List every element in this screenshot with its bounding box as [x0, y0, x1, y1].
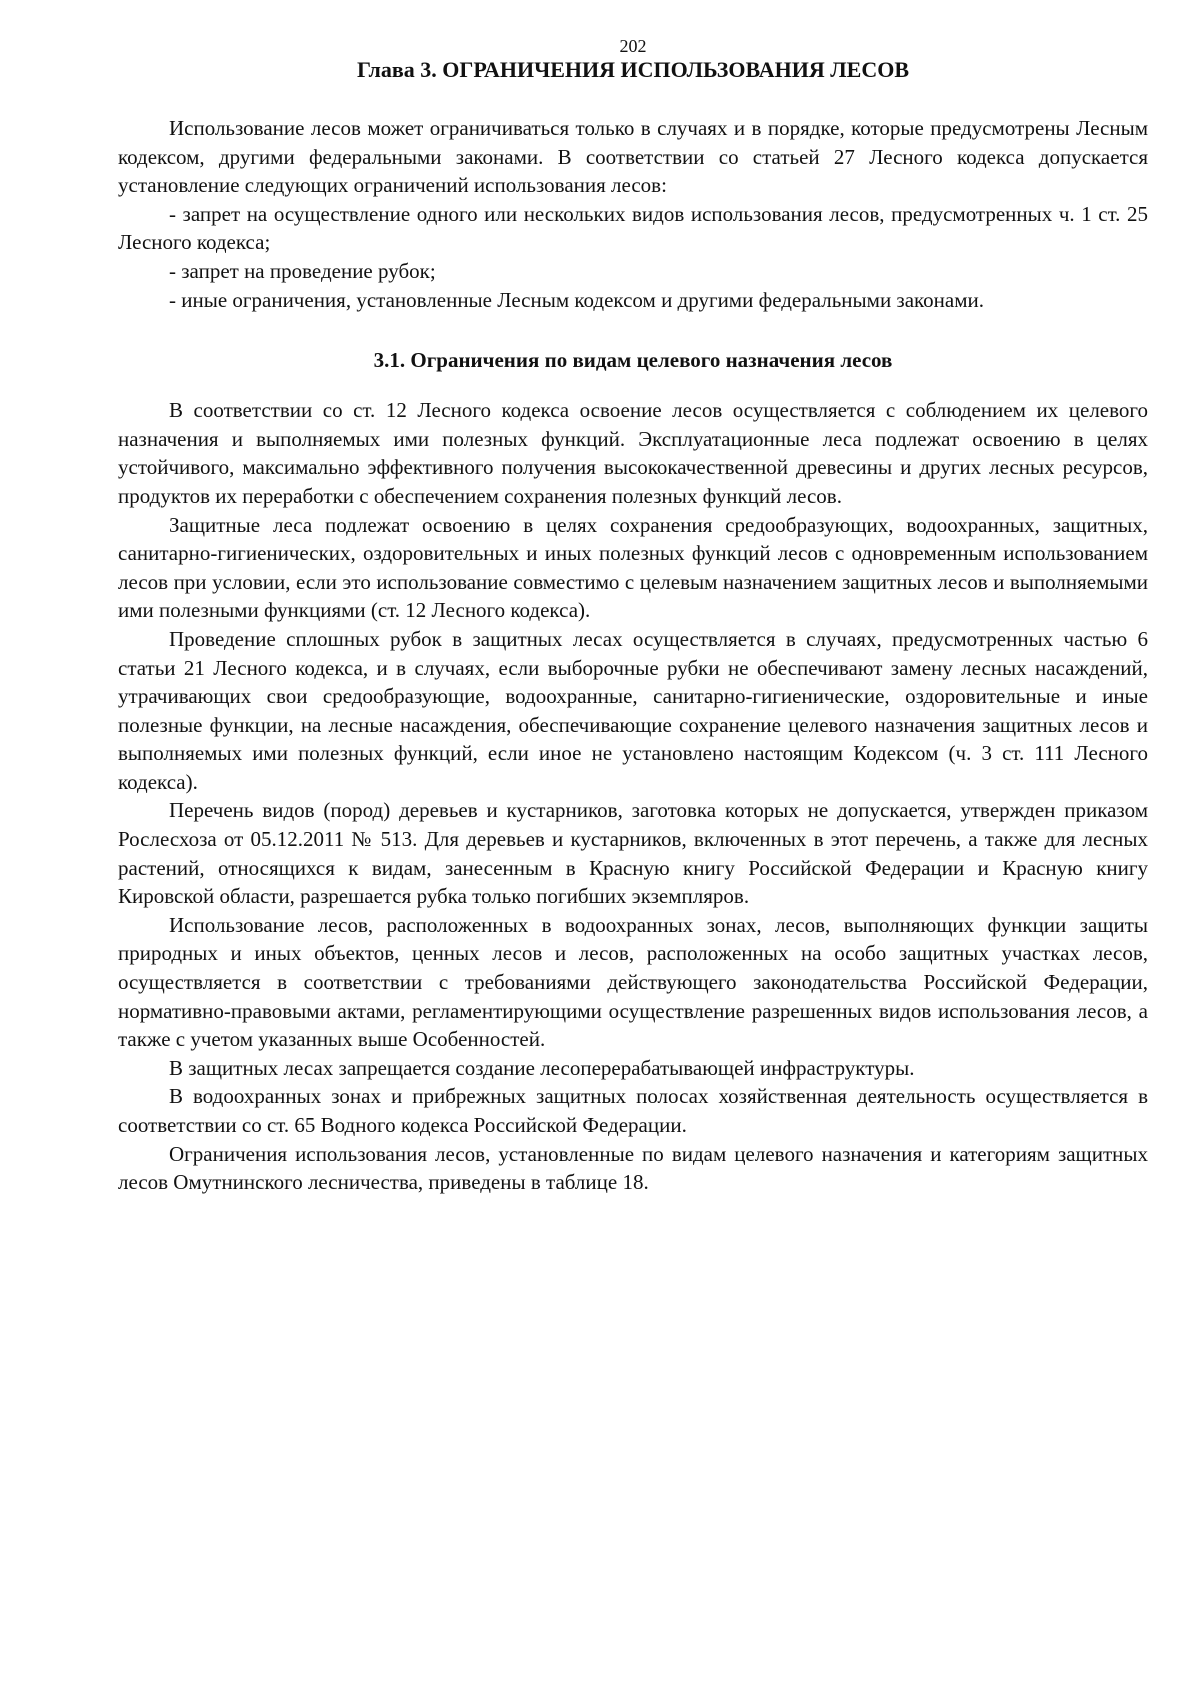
restriction-list-item: - запрет на проведение рубок;: [169, 258, 436, 283]
section-title: 3.1. Ограничения по видам целевого назначения лесов: [373, 348, 893, 373]
body-paragraph: Ограничения использования лесов, установленные по видам целевого назначения и категориям защитных лесов Омутнинского лесничества, приведены в таблице 18.: [118, 1141, 1148, 1195]
body-paragraph: Защитные леса подлежат освоению в целях сохранения средообразующих, водоохранных, защитных, санитарно-гигиенических, оздоровительных и иных полезных функций лесов с одновременным использованием лесов при условии, если это использование совместимо с целевым назначением защитных лесов и выполняемыми ими полезными функциями (ст. 12 Лесного кодекса).: [118, 512, 1148, 623]
body-paragraph: Использование лесов, расположенных в водоохранных зонах, лесов, выполняющих функции защиты природных и иных объектов, ценных лесов и лесов, расположенных на особо защитных участках лесов, осуществляется в соответствии с требованиями действующего законодательства Российской Федерации, нормативно-правовыми актами, регламентирующими осуществление разрешенных видов использования лесов, а также с учетом указанных выше Особенностей.: [118, 912, 1148, 1052]
chapter-title: Глава 3. ОГРАНИЧЕНИЯ ИСПОЛЬЗОВАНИЯ ЛЕСОВ: [357, 57, 909, 82]
body-paragraph: В защитных лесах запрещается создание лесоперерабатывающей инфраструктуры.: [169, 1055, 915, 1080]
body-paragraph: Перечень видов (пород) деревьев и кустарников, заготовка которых не допускается, утвержден приказом Рослесхоза от 05.12.2011 № 513. Для деревьев и кустарников, включенных в этот перечень, а также для лесных растений, относящихся к видам, занесенным в Красную книгу Российской Федерации и Красную книгу Кировской области, разрешается рубка только погибших экземпляров.: [118, 798, 1148, 909]
intro-block: [118, 114, 1148, 314]
restriction-list-item: - иные ограничения, установленные Лесным кодексом и другими федеральными законами.: [169, 287, 985, 312]
body-paragraph: В соответствии со ст. 12 Лесного кодекса освоение лесов осуществляется с соблюдением их целевого назначения и выполняемых ими полезных функций. Эксплуатационные леса подлежат освоению в целях устойчивого, максимально эффективного получения высококачественной древесины и других лесных ресурсов, продуктов их переработки с обеспечением сохранения полезных функций лесов.: [118, 398, 1148, 508]
section-body: [118, 396, 1148, 1197]
page-number: 202: [619, 36, 647, 56]
intro-paragraph: Использование лесов может ограничиваться только в случаях и в порядке, которые предусмотрены Лесным кодексом, другими федеральными законами. В соответствии со статьей 27 Лесного кодекса допускается установление следующих ограничений использования лесов:: [118, 116, 1148, 198]
restriction-list-item: - запрет на осуществление одного или нескольких видов использования лесов, предусмотренных ч. 1 ст. 25 Лесного кодекса;: [118, 201, 1148, 255]
document-page: [118, 36, 1148, 1197]
body-paragraph: В водоохранных зонах и прибрежных защитных полосах хозяйственная деятельность осуществляется в соответствии со ст. 65 Водного кодекса Российской Федерации.: [118, 1084, 1148, 1137]
body-paragraph: Проведение сплошных рубок в защитных лесах осуществляется в случаях, предусмотренных частью 6 статьи 21 Лесного кодекса, и в случаях, если выборочные рубки не обеспечивают замену лесных насаждений, утрачивающих свои средообразующие, водоохранные, санитарно-гигиенические, оздоровительные и иные полезные функции, на лесные насаждения, обеспечивающие сохранение целевого назначения защитных лесов и выполняемых ими полезных функций, если иное не установлено настоящим Кодексом (ч. 3 ст. 111 Лесного кодекса).: [118, 626, 1148, 794]
